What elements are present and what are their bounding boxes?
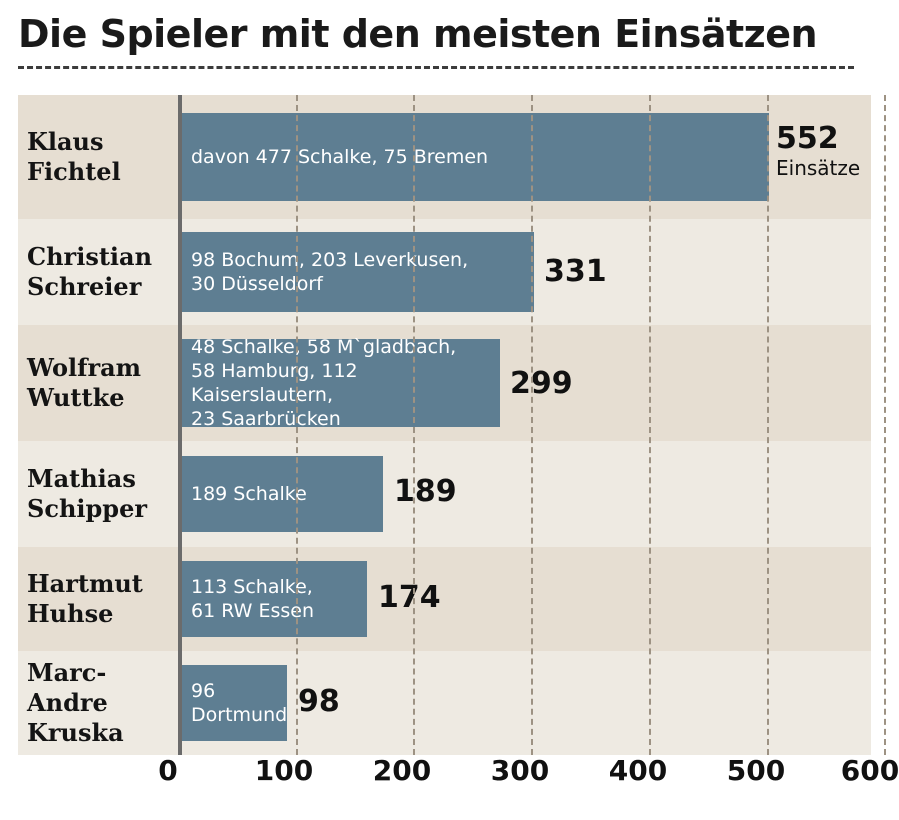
category-label-row bbox=[18, 547, 178, 651]
bar-0 bbox=[182, 113, 769, 201]
bar-value-unit-0: Einsätze bbox=[776, 156, 861, 180]
bar-detail-3: 189 Schalke bbox=[191, 483, 307, 505]
category-label-row bbox=[18, 219, 178, 325]
bar-row bbox=[178, 95, 871, 219]
category-label-row bbox=[18, 325, 178, 441]
bar-row bbox=[178, 547, 871, 651]
bar-value-number-2: 299 bbox=[510, 366, 573, 401]
category-label-5: Marc-Andre Kruska bbox=[27, 658, 124, 747]
category-label-3: Mathias Schipper bbox=[27, 464, 147, 523]
bar-value-5 bbox=[298, 685, 340, 719]
category-label-row bbox=[18, 95, 178, 219]
bar-value-2 bbox=[510, 367, 573, 401]
bar-value-number-1: 331 bbox=[544, 254, 607, 289]
plot-area bbox=[18, 95, 871, 755]
x-tick-200: 200 bbox=[372, 754, 432, 787]
bar-row bbox=[178, 441, 871, 547]
bar-4 bbox=[182, 561, 367, 637]
bar-row bbox=[178, 325, 871, 441]
title-block bbox=[18, 10, 853, 69]
bar-5 bbox=[182, 665, 287, 741]
x-tick-300: 300 bbox=[490, 754, 550, 787]
category-label-1: Christian Schreier bbox=[27, 242, 153, 301]
title-divider bbox=[18, 66, 854, 69]
bar-3 bbox=[182, 456, 383, 532]
bar-detail-4: 113 Schalke, 61 RW Essen bbox=[191, 576, 315, 622]
bars-column bbox=[178, 95, 871, 755]
bar-value-number-4: 174 bbox=[378, 580, 441, 615]
gridline-600 bbox=[884, 95, 886, 755]
category-label-4: Hartmut Huhse bbox=[27, 569, 143, 628]
bar-detail-0: davon 477 Schalke, 75 Bremen bbox=[191, 146, 489, 168]
bar-detail-1: 98 Bochum, 203 Leverkusen, 30 Düsseldorf bbox=[191, 249, 469, 295]
category-label-row bbox=[18, 441, 178, 547]
bar-value-4 bbox=[378, 581, 441, 615]
bar-value-number-5: 98 bbox=[298, 684, 340, 719]
x-tick-500: 500 bbox=[726, 754, 786, 787]
bar-value-0 bbox=[776, 122, 860, 180]
page-title: Die Spieler mit den meisten Einsätzen bbox=[18, 12, 818, 56]
x-tick-100: 100 bbox=[254, 754, 314, 787]
bar-row bbox=[178, 651, 871, 755]
category-label-0: Klaus Fichtel bbox=[27, 127, 121, 186]
bar-value-1 bbox=[544, 255, 607, 289]
bar-row bbox=[178, 219, 871, 325]
bar-value-number-0: 552 bbox=[776, 121, 839, 156]
bar-value-3 bbox=[394, 475, 457, 509]
bar-detail-5: 96 Dortmund bbox=[191, 680, 288, 726]
x-axis bbox=[158, 754, 899, 815]
category-labels-column bbox=[18, 95, 178, 755]
x-tick-400: 400 bbox=[608, 754, 668, 787]
bar-2 bbox=[182, 336, 500, 430]
x-tick-600: 600 bbox=[840, 754, 899, 787]
category-label-2: Wolfram Wuttke bbox=[27, 353, 142, 412]
bar-value-number-3: 189 bbox=[394, 474, 457, 509]
bar-detail-2: 48 Schalke, 58 M`gladbach, 58 Hamburg, 112 Kaiserslautern, 23 Saarbrücken bbox=[191, 336, 457, 430]
category-label-row bbox=[18, 651, 178, 755]
x-tick-0: 0 bbox=[158, 754, 178, 787]
bar-1 bbox=[182, 232, 534, 312]
